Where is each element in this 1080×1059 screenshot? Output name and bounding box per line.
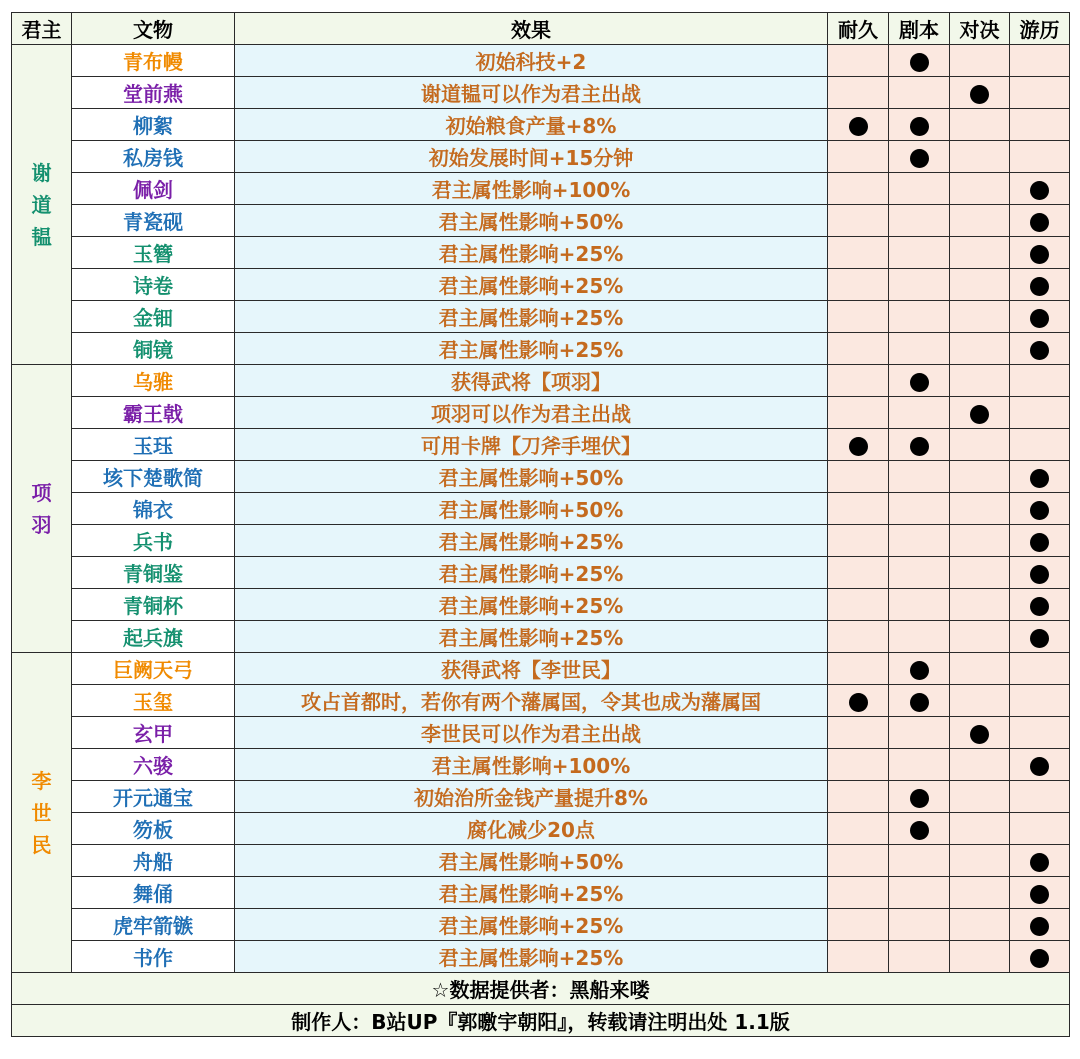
relic-name-cell: 锦衣 (72, 493, 235, 525)
filled-dot-icon (910, 149, 929, 168)
effect-cell: 君主属性影响+25% (235, 237, 828, 269)
table-row (12, 813, 1070, 845)
travel-flag-cell (1010, 77, 1070, 109)
header-durable: 耐久 (828, 13, 889, 45)
durable-flag-cell (828, 365, 889, 397)
travel-flag-cell (1010, 557, 1070, 589)
durable-flag-cell (828, 205, 889, 237)
travel-flag-cell (1010, 141, 1070, 173)
travel-flag-cell (1010, 717, 1070, 749)
effect-cell: 获得武将【项羽】 (235, 365, 828, 397)
travel-flag-cell (1010, 397, 1070, 429)
travel-flag-cell (1010, 237, 1070, 269)
filled-dot-icon (1030, 309, 1049, 328)
scenario-flag-cell (889, 877, 950, 909)
relic-name-cell: 开元通宝 (72, 781, 235, 813)
duel-flag-cell (950, 397, 1010, 429)
table-row (12, 621, 1070, 653)
durable-flag-cell (828, 653, 889, 685)
effect-cell: 君主属性影响+25% (235, 301, 828, 333)
relic-name-cell: 舞俑 (72, 877, 235, 909)
scenario-flag-cell (889, 525, 950, 557)
durable-flag-cell (828, 781, 889, 813)
travel-flag-cell (1010, 685, 1070, 717)
scenario-flag-cell (889, 429, 950, 461)
relic-name-cell: 笏板 (72, 813, 235, 845)
footer-author-row (12, 1005, 1070, 1037)
filled-dot-icon (1030, 853, 1049, 872)
duel-flag-cell (950, 205, 1010, 237)
duel-flag-cell (950, 749, 1010, 781)
effect-cell: 项羽可以作为君主出战 (235, 397, 828, 429)
relic-name-cell: 青铜杯 (72, 589, 235, 621)
duel-flag-cell (950, 269, 1010, 301)
table-row (12, 909, 1070, 941)
travel-flag-cell (1010, 205, 1070, 237)
table-row (12, 429, 1070, 461)
filled-dot-icon (910, 661, 929, 680)
scenario-flag-cell (889, 749, 950, 781)
scenario-flag-cell (889, 653, 950, 685)
duel-flag-cell (950, 653, 1010, 685)
effect-cell: 君主属性影响+25% (235, 525, 828, 557)
relic-name-cell: 兵书 (72, 525, 235, 557)
durable-flag-cell (828, 557, 889, 589)
duel-flag-cell (950, 589, 1010, 621)
table-row (12, 141, 1070, 173)
relic-name-cell: 柳絮 (72, 109, 235, 141)
duel-flag-cell (950, 685, 1010, 717)
relic-name-cell: 六骏 (72, 749, 235, 781)
effect-cell: 君主属性影响+50% (235, 461, 828, 493)
filled-dot-icon (1030, 469, 1049, 488)
filled-dot-icon (910, 789, 929, 808)
scenario-flag-cell (889, 813, 950, 845)
duel-flag-cell (950, 621, 1010, 653)
duel-flag-cell (950, 525, 1010, 557)
effect-cell: 初始科技+2 (235, 45, 828, 77)
duel-flag-cell (950, 877, 1010, 909)
table-row (12, 685, 1070, 717)
filled-dot-icon (1030, 341, 1049, 360)
scenario-flag-cell (889, 589, 950, 621)
header-row (12, 13, 1070, 45)
table-row (12, 653, 1070, 685)
effect-cell: 君主属性影响+25% (235, 557, 828, 589)
header-scenario: 剧本 (889, 13, 950, 45)
lord-name-cell (12, 365, 72, 653)
durable-flag-cell (828, 109, 889, 141)
effect-cell: 获得武将【李世民】 (235, 653, 828, 685)
durable-flag-cell (828, 429, 889, 461)
durable-flag-cell (828, 45, 889, 77)
relic-name-cell: 霸王戟 (72, 397, 235, 429)
lord-name-vertical: 项羽 (31, 480, 52, 537)
duel-flag-cell (950, 237, 1010, 269)
scenario-flag-cell (889, 333, 950, 365)
table-row (12, 781, 1070, 813)
filled-dot-icon (1030, 629, 1049, 648)
effect-cell: 君主属性影响+100% (235, 173, 828, 205)
travel-flag-cell (1010, 589, 1070, 621)
duel-flag-cell (950, 333, 1010, 365)
duel-flag-cell (950, 909, 1010, 941)
relic-name-cell: 玉簪 (72, 237, 235, 269)
relic-name-cell: 青铜鉴 (72, 557, 235, 589)
duel-flag-cell (950, 941, 1010, 973)
header-lord: 君主 (12, 13, 72, 45)
duel-flag-cell (950, 461, 1010, 493)
table-row (12, 941, 1070, 973)
relic-name-cell: 垓下楚歌简 (72, 461, 235, 493)
travel-flag-cell (1010, 109, 1070, 141)
filled-dot-icon (1030, 277, 1049, 296)
table-row (12, 845, 1070, 877)
durable-flag-cell (828, 269, 889, 301)
table-row (12, 301, 1070, 333)
lord-name-cell (12, 653, 72, 973)
effect-cell: 君主属性影响+100% (235, 749, 828, 781)
duel-flag-cell (950, 45, 1010, 77)
relic-name-cell: 诗卷 (72, 269, 235, 301)
duel-flag-cell (950, 557, 1010, 589)
filled-dot-icon (970, 725, 989, 744)
filled-dot-icon (1030, 533, 1049, 552)
table-row (12, 717, 1070, 749)
travel-flag-cell (1010, 845, 1070, 877)
relic-name-cell: 青布幔 (72, 45, 235, 77)
travel-flag-cell (1010, 269, 1070, 301)
duel-flag-cell (950, 141, 1010, 173)
duel-flag-cell (950, 717, 1010, 749)
relic-name-cell: 乌骓 (72, 365, 235, 397)
effect-cell: 初始治所金钱产量提升8% (235, 781, 828, 813)
relic-name-cell: 虎牢箭镞 (72, 909, 235, 941)
footer-credit-row (12, 973, 1070, 1005)
effect-cell: 李世民可以作为君主出战 (235, 717, 828, 749)
relic-name-cell: 铜镜 (72, 333, 235, 365)
table-row (12, 749, 1070, 781)
filled-dot-icon (910, 53, 929, 72)
scenario-flag-cell (889, 301, 950, 333)
durable-flag-cell (828, 525, 889, 557)
scenario-flag-cell (889, 397, 950, 429)
filled-dot-icon (970, 85, 989, 104)
durable-flag-cell (828, 685, 889, 717)
relic-name-cell: 起兵旗 (72, 621, 235, 653)
scenario-flag-cell (889, 205, 950, 237)
effect-cell: 君主属性影响+25% (235, 877, 828, 909)
duel-flag-cell (950, 493, 1010, 525)
table-row (12, 173, 1070, 205)
lord-name-vertical: 李世民 (31, 768, 52, 857)
duel-flag-cell (950, 365, 1010, 397)
effect-cell: 攻占首都时，若你有两个藩属国，令其也成为藩属国 (235, 685, 828, 717)
durable-flag-cell (828, 77, 889, 109)
effect-cell: 可用卡牌【刀斧手埋伏】 (235, 429, 828, 461)
effect-cell: 君主属性影响+50% (235, 493, 828, 525)
travel-flag-cell (1010, 621, 1070, 653)
travel-flag-cell (1010, 781, 1070, 813)
scenario-flag-cell (889, 557, 950, 589)
filled-dot-icon (849, 117, 868, 136)
relic-name-cell: 堂前燕 (72, 77, 235, 109)
scenario-flag-cell (889, 237, 950, 269)
relic-name-cell: 金钿 (72, 301, 235, 333)
travel-flag-cell (1010, 749, 1070, 781)
table-row (12, 333, 1070, 365)
filled-dot-icon (970, 405, 989, 424)
relic-name-cell: 玉珏 (72, 429, 235, 461)
durable-flag-cell (828, 877, 889, 909)
durable-flag-cell (828, 589, 889, 621)
effect-cell: 君主属性影响+25% (235, 333, 828, 365)
header-relic: 文物 (72, 13, 235, 45)
filled-dot-icon (1030, 565, 1049, 584)
relic-name-cell: 佩剑 (72, 173, 235, 205)
travel-flag-cell (1010, 909, 1070, 941)
scenario-flag-cell (889, 621, 950, 653)
duel-flag-cell (950, 77, 1010, 109)
duel-flag-cell (950, 781, 1010, 813)
header-duel: 对决 (950, 13, 1010, 45)
table-body (12, 45, 1070, 973)
relic-name-cell: 巨阙天弓 (72, 653, 235, 685)
travel-flag-cell (1010, 429, 1070, 461)
filled-dot-icon (910, 437, 929, 456)
durable-flag-cell (828, 141, 889, 173)
travel-flag-cell (1010, 941, 1070, 973)
durable-flag-cell (828, 845, 889, 877)
durable-flag-cell (828, 461, 889, 493)
header-travel: 游历 (1010, 13, 1070, 45)
relic-table (11, 12, 1070, 1037)
durable-flag-cell (828, 909, 889, 941)
relic-name-cell: 舟船 (72, 845, 235, 877)
effect-cell: 腐化减少20点 (235, 813, 828, 845)
durable-flag-cell (828, 397, 889, 429)
filled-dot-icon (1030, 757, 1049, 776)
author-credit: 制作人：B站UP『郭曒宇朝阳』，转载请注明出处 1.1版 (12, 1005, 1070, 1037)
filled-dot-icon (1030, 181, 1049, 200)
table-row (12, 205, 1070, 237)
travel-flag-cell (1010, 813, 1070, 845)
duel-flag-cell (950, 173, 1010, 205)
durable-flag-cell (828, 301, 889, 333)
travel-flag-cell (1010, 877, 1070, 909)
durable-flag-cell (828, 717, 889, 749)
scenario-flag-cell (889, 109, 950, 141)
travel-flag-cell (1010, 461, 1070, 493)
filled-dot-icon (849, 437, 868, 456)
travel-flag-cell (1010, 653, 1070, 685)
table-row (12, 493, 1070, 525)
duel-flag-cell (950, 301, 1010, 333)
effect-cell: 君主属性影响+25% (235, 621, 828, 653)
scenario-flag-cell (889, 717, 950, 749)
filled-dot-icon (910, 693, 929, 712)
table-row (12, 237, 1070, 269)
effect-cell: 君主属性影响+25% (235, 941, 828, 973)
table-row (12, 45, 1070, 77)
duel-flag-cell (950, 845, 1010, 877)
relic-name-cell: 青瓷砚 (72, 205, 235, 237)
filled-dot-icon (910, 821, 929, 840)
relic-name-cell: 玉玺 (72, 685, 235, 717)
table-row (12, 77, 1070, 109)
lord-name-vertical: 谢道韫 (31, 160, 52, 249)
relic-name-cell: 私房钱 (72, 141, 235, 173)
durable-flag-cell (828, 493, 889, 525)
header-effect: 效果 (235, 13, 828, 45)
effect-cell: 君主属性影响+25% (235, 589, 828, 621)
relic-name-cell: 玄甲 (72, 717, 235, 749)
durable-flag-cell (828, 173, 889, 205)
lord-name-cell (12, 45, 72, 365)
travel-flag-cell (1010, 45, 1070, 77)
durable-flag-cell (828, 621, 889, 653)
duel-flag-cell (950, 429, 1010, 461)
durable-flag-cell (828, 333, 889, 365)
effect-cell: 君主属性影响+25% (235, 269, 828, 301)
table-row (12, 461, 1070, 493)
filled-dot-icon (849, 693, 868, 712)
effect-cell: 初始粮食产量+8% (235, 109, 828, 141)
scenario-flag-cell (889, 909, 950, 941)
durable-flag-cell (828, 749, 889, 781)
table-row (12, 877, 1070, 909)
scenario-flag-cell (889, 845, 950, 877)
travel-flag-cell (1010, 333, 1070, 365)
travel-flag-cell (1010, 301, 1070, 333)
relic-table-container (11, 12, 1070, 1037)
table-row (12, 269, 1070, 301)
table-row (12, 109, 1070, 141)
filled-dot-icon (1030, 885, 1049, 904)
scenario-flag-cell (889, 461, 950, 493)
filled-dot-icon (1030, 949, 1049, 968)
durable-flag-cell (828, 813, 889, 845)
filled-dot-icon (910, 117, 929, 136)
travel-flag-cell (1010, 525, 1070, 557)
scenario-flag-cell (889, 173, 950, 205)
scenario-flag-cell (889, 941, 950, 973)
effect-cell: 谢道韫可以作为君主出战 (235, 77, 828, 109)
filled-dot-icon (1030, 245, 1049, 264)
effect-cell: 初始发展时间+15分钟 (235, 141, 828, 173)
scenario-flag-cell (889, 45, 950, 77)
relic-name-cell: 书作 (72, 941, 235, 973)
effect-cell: 君主属性影响+50% (235, 845, 828, 877)
scenario-flag-cell (889, 493, 950, 525)
effect-cell: 君主属性影响+50% (235, 205, 828, 237)
scenario-flag-cell (889, 781, 950, 813)
filled-dot-icon (1030, 597, 1049, 616)
scenario-flag-cell (889, 365, 950, 397)
durable-flag-cell (828, 941, 889, 973)
scenario-flag-cell (889, 141, 950, 173)
table-row (12, 525, 1070, 557)
scenario-flag-cell (889, 685, 950, 717)
durable-flag-cell (828, 237, 889, 269)
duel-flag-cell (950, 109, 1010, 141)
table-row (12, 589, 1070, 621)
scenario-flag-cell (889, 77, 950, 109)
travel-flag-cell (1010, 365, 1070, 397)
table-row (12, 557, 1070, 589)
duel-flag-cell (950, 813, 1010, 845)
table-row (12, 397, 1070, 429)
filled-dot-icon (1030, 501, 1049, 520)
effect-cell: 君主属性影响+25% (235, 909, 828, 941)
filled-dot-icon (1030, 917, 1049, 936)
data-provider-credit: ☆数据提供者：黑船来喽 (12, 973, 1070, 1005)
filled-dot-icon (910, 373, 929, 392)
filled-dot-icon (1030, 213, 1049, 232)
travel-flag-cell (1010, 493, 1070, 525)
scenario-flag-cell (889, 269, 950, 301)
table-row (12, 365, 1070, 397)
travel-flag-cell (1010, 173, 1070, 205)
